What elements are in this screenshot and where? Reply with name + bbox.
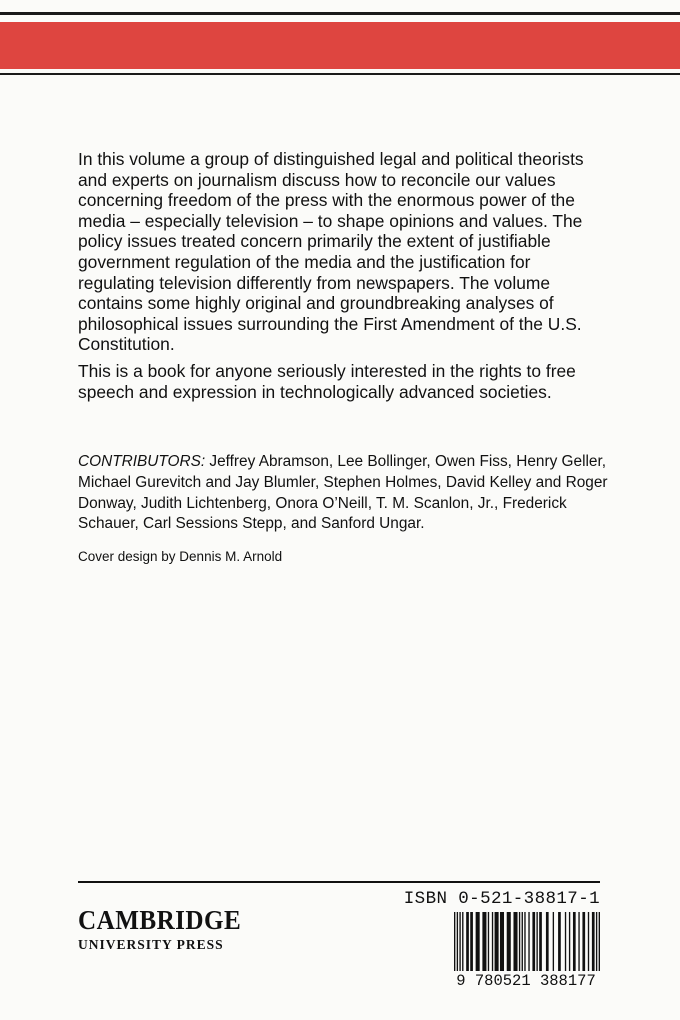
contributors-names: Jeffrey Abramson, Lee Bollinger, Owen Fiss, Henry Geller, Michael Gurevitch and Jay Blumler, Stephen Holmes, David Kelley and Roger Donway, Judith Lichtenberg, Onora O’Neill, T. M. Scanlon, Jr., Frederick Schauer, Carl Sessions Stepp, and Sanford Ungar.: [78, 453, 608, 533]
footer-rule: [78, 881, 600, 883]
barcode-bar: [592, 912, 595, 978]
barcode-bar: [578, 912, 579, 978]
barcode-bar: [536, 912, 537, 978]
barcode-bar: [599, 912, 600, 978]
barcode-bar: [573, 912, 576, 978]
barcode-bar: [459, 912, 460, 978]
barcode-bar: [553, 912, 554, 978]
barcode-bar: [457, 912, 458, 978]
barcode-bar: [482, 912, 486, 978]
barcode-bar: [513, 912, 517, 978]
description-paragraph-1: In this volume a group of distinguished legal and political theorists and experts on journalism discuss how to reconcile our values concerning freedom of the press with the enormous power of the media – especially television – to shape opinions and values. The policy issues treated concern primarily the extent of justifiable government regulation of the media and the justification for regulating television differently from newspapers. The volume contains some highly original and groundbreaking analyses of philosophical issues surrounding the First Amendment of the U.S. Constitution.: [78, 149, 584, 355]
barcode-bar: [539, 912, 542, 978]
barcode-bar: [565, 912, 566, 978]
barcode-bar: [507, 912, 511, 978]
barcode-bar: [532, 912, 535, 978]
band-bottom-rule: [0, 73, 680, 75]
barcode-bar: [466, 912, 469, 978]
barcode-bar: [519, 912, 520, 978]
publisher-subtitle: UNIVERSITY PRESS: [78, 937, 224, 952]
barcode-bar: [488, 912, 489, 978]
red-color-band: [0, 22, 680, 69]
barcode-bar: [558, 912, 561, 978]
barcode-bar: [495, 912, 499, 978]
cover-credit: Cover design by Dennis M. Arnold: [78, 549, 283, 564]
barcode-bar: [462, 912, 463, 978]
barcode-bar: [454, 912, 455, 978]
barcode-bar: [596, 912, 597, 978]
barcode-bar: [524, 912, 525, 978]
barcode-bar: [588, 912, 589, 978]
barcode-bar: [492, 912, 493, 978]
barcode-bar: [476, 912, 480, 978]
isbn-label: ISBN 0-521-38817-1: [403, 889, 600, 909]
description-paragraph-2: This is a book for anyone seriously interested in the rights to free speech and expression in technologically advanced societies.: [78, 361, 576, 402]
barcode-bar: [470, 912, 473, 978]
publisher-logo: [78, 905, 318, 953]
contributors-label: CONTRIBUTORS:: [78, 453, 206, 470]
barcode-bar: [582, 912, 585, 978]
barcode-bar: [546, 912, 549, 978]
barcode-bar: [528, 912, 529, 978]
isbn-barcode: [452, 912, 600, 992]
barcode-bar: [500, 912, 504, 978]
barcode-digits: 9 780521 388177: [452, 971, 600, 991]
publisher-name: CAMBRIDGE: [78, 905, 242, 935]
barcode-bar: [569, 912, 570, 978]
contributors-list: [78, 452, 610, 535]
top-rule: [0, 12, 680, 15]
barcode-bar: [522, 912, 523, 978]
